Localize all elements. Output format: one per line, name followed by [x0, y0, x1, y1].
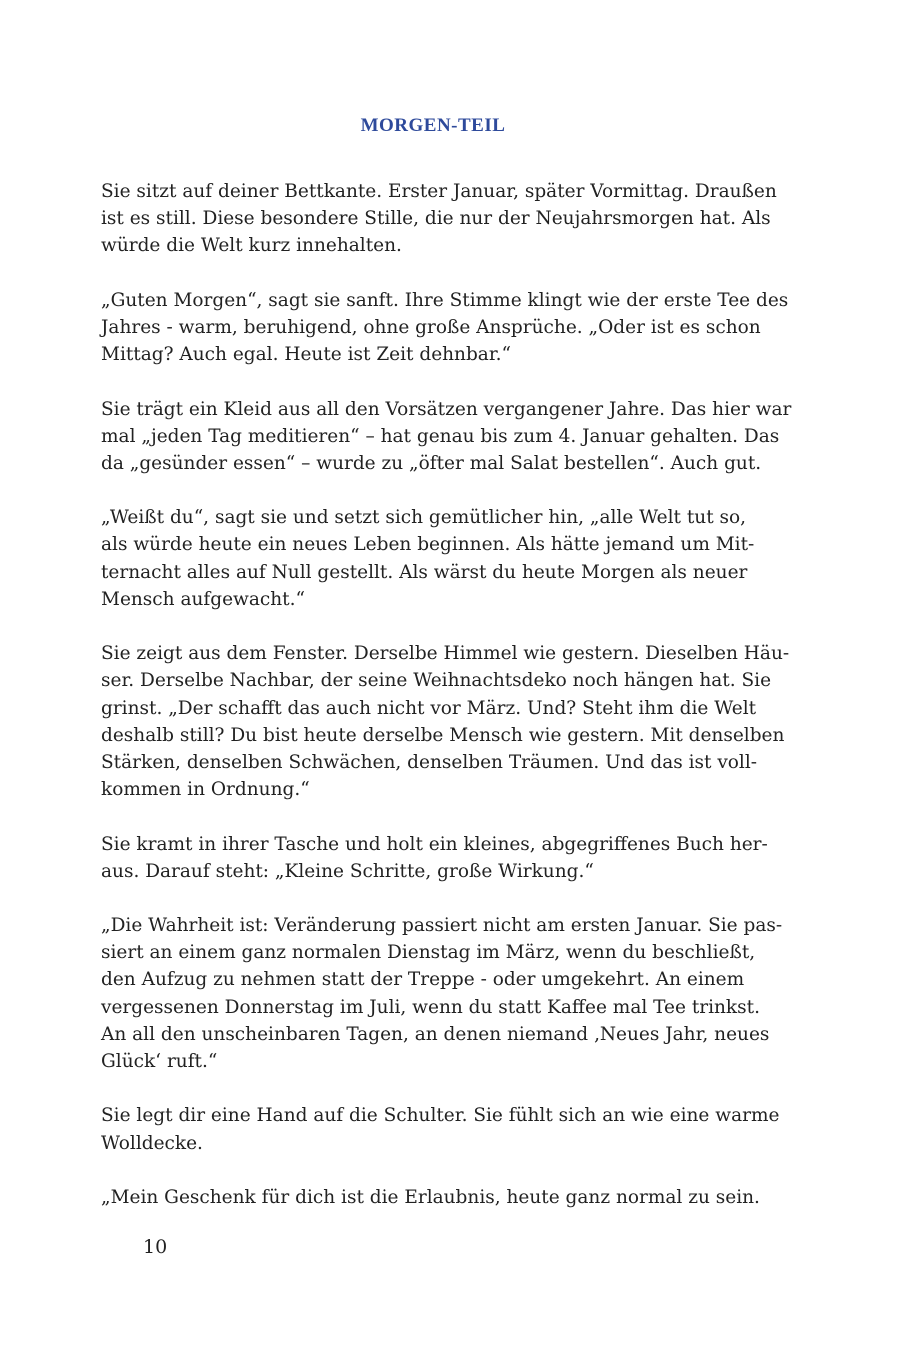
text-line: ist es still. Diese besondere Stille, die nur der Neujahrsmorgen hat. Als	[101, 208, 771, 230]
text-line: Mittag? Auch egal. Heute ist Zeit dehnbar.“	[101, 344, 511, 366]
text-line: aus. Darauf steht: „Kleine Schritte, große Wirkung.“	[101, 860, 594, 882]
paragraph	[101, 640, 790, 803]
text-line: mal „jeden Tag meditieren“ – hat genau bis zum 4. Januar gehalten. Das	[101, 425, 780, 447]
text-line: „Weißt du“, sagt sie und setzt sich gemütlicher hin, „alle Welt tut so,	[101, 507, 747, 529]
text-line: Wolldecke.	[101, 1132, 203, 1154]
text-line: kommen in Ordnung.“	[101, 779, 310, 801]
text-line: An all den unscheinbaren Tagen, an denen niemand ‚Neues Jahr, neues	[101, 1023, 770, 1045]
paragraph	[101, 831, 768, 885]
text-line: „Mein Geschenk für dich ist die Erlaubnis, heute ganz normal zu sein.	[101, 1186, 760, 1208]
body-text	[101, 178, 792, 1238]
text-line: Stärken, denselben Schwächen, denselben Träumen. Und das ist voll-	[101, 751, 758, 773]
text-line: Sie legt dir eine Hand auf die Schulter. Sie fühlt sich an wie eine warme	[101, 1105, 780, 1127]
text-line: Sie trägt ein Kleid aus all den Vorsätzen vergangener Jahre. Das hier war	[101, 398, 792, 420]
paragraph	[101, 912, 783, 1075]
text-line: ternacht alles auf Null gestellt. Als wärst du heute Morgen als neuer	[101, 561, 748, 583]
chapter-heading: MORGEN-TEIL	[360, 115, 506, 136]
text-line: würde die Welt kurz innehalten.	[101, 235, 402, 257]
text-line: als würde heute ein neues Leben beginnen. Als hätte jemand um Mit-	[101, 534, 755, 556]
paragraph	[101, 178, 777, 260]
paragraph	[101, 396, 792, 478]
text-line: ser. Derselbe Nachbar, der seine Weihnachtsdeko noch hängen hat. Sie	[101, 670, 772, 692]
paragraph	[101, 287, 789, 369]
paragraph	[101, 1102, 780, 1156]
text-line: vergessenen Donnerstag im Juli, wenn du statt Kaffee mal Tee trinkst.	[101, 996, 760, 1018]
text-line: da „gesünder essen“ – wurde zu „öfter mal Salat bestellen“. Auch gut.	[101, 452, 762, 474]
text-line: Jahres - warm, beruhigend, ohne große Ansprüche. „Oder ist es schon	[101, 316, 761, 338]
paragraph	[101, 504, 761, 613]
text-line: Mensch aufgewacht.“	[101, 588, 305, 610]
text-line: den Aufzug zu nehmen statt der Treppe - oder umgekehrt. An einem	[101, 969, 745, 991]
text-line: Sie zeigt aus dem Fenster. Derselbe Himmel wie gestern. Dieselben Häu-	[101, 643, 790, 665]
paragraph	[101, 1184, 761, 1211]
text-line: „Guten Morgen“, sagt sie sanft. Ihre Stimme klingt wie der erste Tee des	[101, 289, 789, 311]
text-line: grinst. „Der schafft das auch nicht vor März. Und? Steht ihm die Welt	[101, 697, 757, 719]
page-number: 10	[143, 1236, 168, 1258]
text-line: „Die Wahrheit ist: Veränderung passiert nicht am ersten Januar. Sie pas-	[101, 915, 783, 937]
text-line: Sie sitzt auf deiner Bettkante. Erster Januar, später Vormittag. Draußen	[101, 181, 777, 202]
text-line: deshalb still? Du bist heute derselbe Mensch wie gestern. Mit denselben	[101, 724, 785, 746]
text-line: Glück‘ ruft.“	[101, 1051, 218, 1072]
text-line: Sie kramt in ihrer Tasche und holt ein kleines, abgegriffenes Buch her-	[101, 833, 768, 855]
text-line: siert an einem ganz normalen Dienstag im März, wenn du beschließt,	[101, 942, 756, 964]
